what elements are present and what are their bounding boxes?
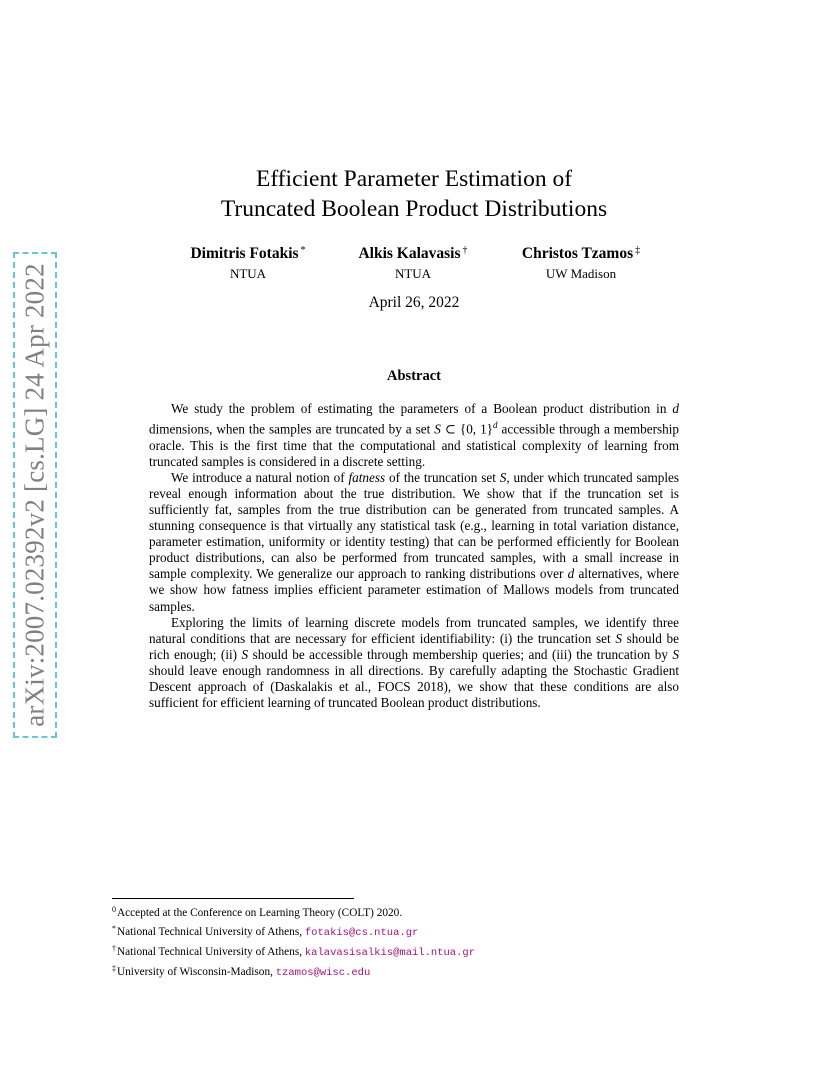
arxiv-stamp-text: arXiv:2007.02392v2 [cs.LG] 24 Apr 2022 — [19, 263, 50, 727]
email-link[interactable]: fotakis@cs.ntua.gr — [304, 927, 419, 939]
author-mark: ‡ — [635, 245, 641, 256]
title-line-2: Truncated Boolean Product Distributions — [220, 196, 608, 222]
title-line-1: Efficient Parameter Estimation of — [255, 166, 573, 192]
paper-date: April 26, 2022 — [368, 294, 460, 311]
footnote-kalavasis: †National Technical University of Athens, kalavasisalkis@mail.ntua.gr — [112, 944, 476, 959]
abstract-paragraph-1: We study the problem of estimating the parameters of a Boolean product distribution in d dimensions, when the samples are truncated by a set S ⊂ {0, 1}$^d$ accessible through a membership oracle. This is the first time that the computational and statistical complexity of learning from truncated samples is considered in a discrete setting. — [149, 401, 679, 469]
abstract-body — [149, 401, 679, 711]
author-kalavasis — [343, 241, 483, 284]
footnote-rule — [112, 898, 354, 899]
arxiv-stamp — [13, 252, 57, 738]
abstract-paragraph-3: Exploring the limits of learning discrete models from truncated samples, we identify three natural conditions that are necessary for efficient identifiability: (i) the truncation set S should be rich enough; (ii) S should be accessible through membership queries; and (iii) the truncation by S should leave enough randomness in all directions. By carefully adapting the Stochastic Gradient Descent approach of (Daskalakis et al., FOCS 2018), we show that these conditions are also sufficient for efficient learning of truncated Boolean product distributions. — [149, 614, 680, 711]
author-affiliation: UW Madison — [545, 266, 617, 281]
author-mark: † — [462, 245, 468, 256]
author-affiliation: NTUA — [394, 266, 432, 281]
author-mark: * — [300, 245, 306, 256]
author-tzamos — [506, 241, 656, 284]
author-name: Alkis Kalavasis — [358, 245, 461, 262]
abstract-heading: Abstract — [387, 368, 441, 384]
author-affiliation: NTUA — [229, 266, 267, 281]
author-name: Dimitris Fotakis — [190, 245, 299, 262]
footnote-fotakis: *National Technical University of Athens, fotakis@cs.ntua.gr — [112, 924, 419, 939]
abstract-paragraph-2: We introduce a natural notion of fatness of the truncation set S, under which truncated samples reveal enough information about the true distribution. We show that if the truncation set is sufficiently fat, samples from the true distribution can be generated from truncated samples. A stunning consequence is that virtually any statistical task (e.g., learning in total variation distance, parameter estimation, uniformity or identity testing) that can be performed efficiently for Boolean product distributions, can also be performed from truncated samples, with a small increase in sample complexity. We generalize our approach to ranking distributions over d alternatives, where we show how fatness implies efficient parameter estimation of Mallows models from truncated samples. — [149, 469, 679, 614]
author-fotakis — [178, 241, 318, 284]
paper-title — [0, 164, 828, 224]
author-name: Christos Tzamos — [521, 245, 634, 262]
footnotes — [112, 902, 712, 981]
email-link[interactable]: tzamos@wisc.edu — [275, 967, 371, 979]
footnote-tzamos: ‡University of Wisconsin-Madison, tzamos@wisc.edu — [112, 964, 371, 979]
email-link[interactable]: kalavasisalkis@mail.ntua.gr — [304, 947, 476, 959]
footnote-0: $^0$Accepted at the Conference on Learning Theory (COLT) 2020. — [112, 905, 403, 919]
